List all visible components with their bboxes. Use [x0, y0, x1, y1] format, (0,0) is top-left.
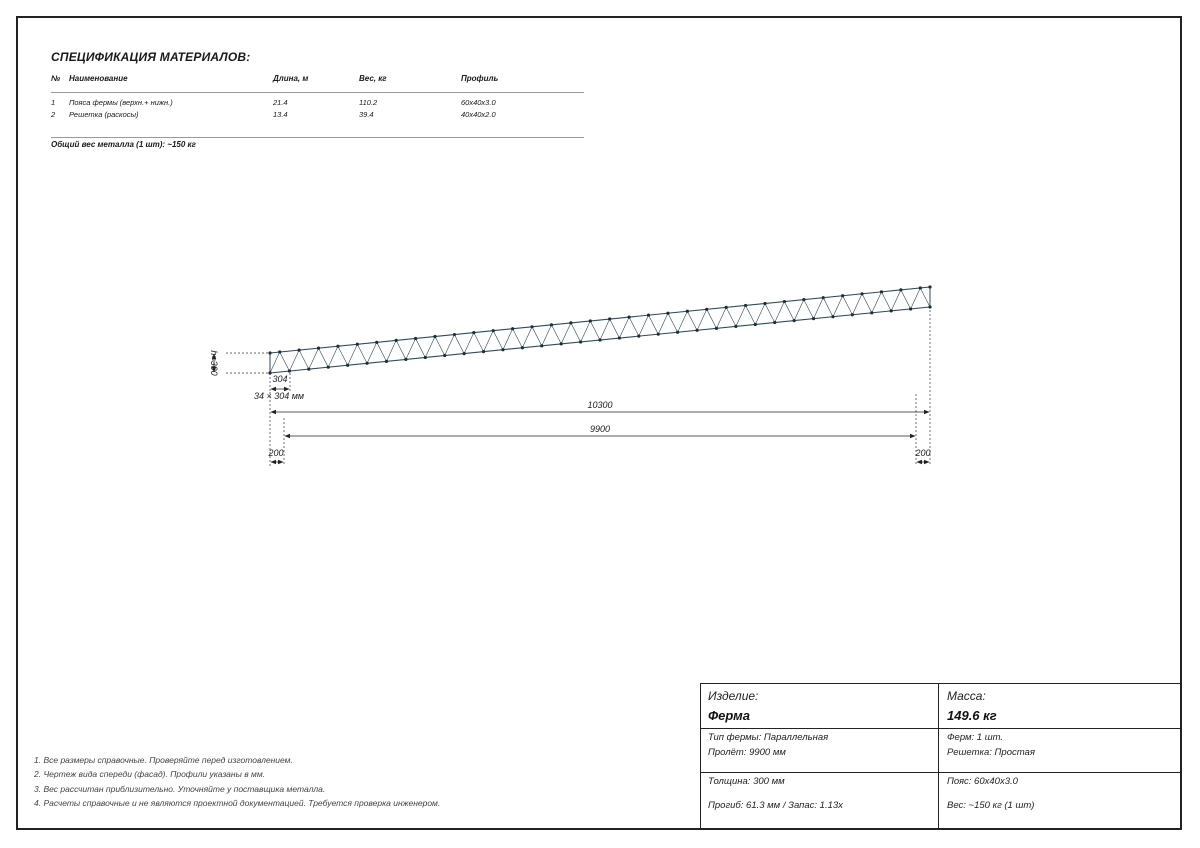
spec-total-weight: Общий вес металла (1 шт): ~150 кг	[51, 140, 196, 149]
truss-node	[880, 290, 883, 293]
diagonal-member	[649, 315, 659, 334]
truss-span: Пролёт: 9900 мм	[708, 747, 786, 758]
truss-node	[657, 333, 660, 336]
truss-node	[298, 348, 301, 351]
truss-node	[666, 312, 669, 315]
title-block	[700, 683, 1181, 829]
diagonal-member	[668, 313, 678, 332]
truss-node	[521, 346, 524, 349]
diagonal-member	[678, 311, 688, 332]
truss-node	[802, 298, 805, 301]
height-label: h=300	[209, 350, 219, 376]
truss-members	[270, 287, 930, 373]
truss-node	[783, 300, 786, 303]
dimension-extension-lines	[270, 306, 930, 466]
truss-node	[628, 315, 631, 318]
overall-dimension-label: 10300	[587, 400, 613, 410]
spec-cell-profile: 40x40x2.0	[461, 110, 496, 119]
truss-node	[569, 321, 572, 324]
truss-node	[725, 306, 728, 309]
diagonal-member	[319, 348, 329, 367]
span-dimension	[285, 424, 915, 436]
truss-node	[346, 364, 349, 367]
support-dimensions	[267, 448, 930, 462]
truss-node	[851, 313, 854, 316]
diagonal-member	[571, 323, 581, 342]
spec-cell-length: 21.4	[273, 98, 288, 107]
truss-node	[822, 296, 825, 299]
diagonal-member	[464, 333, 474, 354]
diagonal-member	[852, 294, 862, 315]
truss-node	[365, 362, 368, 365]
truss-node	[763, 302, 766, 305]
panel-dimension	[254, 369, 304, 401]
truss-count: Ферм: 1 шт.	[947, 732, 1004, 743]
diagonal-member	[901, 290, 911, 309]
diagonal-member	[639, 315, 649, 336]
spec-header-length: Длина, м	[273, 74, 309, 83]
truss-node	[647, 314, 650, 317]
spec-title: СПЕЦИФИКАЦИЯ МАТЕРИАЛОВ:	[51, 50, 251, 64]
diagonal-member	[881, 292, 891, 311]
truss-node	[734, 325, 737, 328]
support-right-label: 200	[915, 448, 931, 458]
diagonal-member	[823, 298, 833, 317]
diagonal-member	[270, 352, 280, 373]
truss-node	[676, 331, 679, 334]
title-block-divider	[938, 684, 939, 828]
truss-node	[812, 317, 815, 320]
lattice-type: Решетка: Простая	[947, 747, 1035, 758]
truss-node	[608, 317, 611, 320]
diagonal-member	[794, 300, 804, 321]
diagonal-member	[843, 296, 853, 315]
spec-cell-number: 2	[51, 110, 56, 119]
diagonal-member	[697, 309, 707, 330]
truss-node	[686, 310, 689, 313]
diagonal-member	[746, 305, 756, 324]
diagonal-member	[367, 342, 377, 363]
truss-node	[705, 308, 708, 311]
spec-cell-weight: 110.2	[359, 98, 378, 107]
truss-node	[482, 350, 485, 353]
title-block-divider	[701, 728, 1180, 729]
diagonal-member	[775, 302, 785, 323]
diagonal-member	[484, 331, 494, 352]
truss-node	[288, 369, 291, 372]
truss-node	[501, 348, 504, 351]
diagonal-member	[687, 311, 697, 330]
truss-node	[928, 285, 931, 288]
diagonal-member	[532, 327, 542, 346]
truss-node	[307, 368, 310, 371]
truss-node	[424, 356, 427, 359]
truss-node	[327, 366, 330, 369]
truss-node	[530, 325, 533, 328]
diagonal-member	[658, 313, 668, 334]
spec-cell-length: 13.4	[273, 110, 288, 119]
truss-node	[899, 288, 902, 291]
truss-node	[472, 331, 475, 334]
truss-node	[637, 335, 640, 338]
diagonal-member	[328, 346, 338, 367]
truss-node	[463, 352, 466, 355]
spec-cell-name: Пояса фермы (верхн.+ нижн.)	[69, 98, 173, 107]
truss-node	[598, 338, 601, 341]
truss-node	[695, 329, 698, 332]
spec-header-weight: Вес, кг	[359, 74, 387, 83]
diagonal-member	[513, 329, 523, 348]
spec-cell-name: Решетка (раскосы)	[69, 110, 139, 119]
truss-node	[579, 340, 582, 343]
diagonal-member	[765, 304, 775, 323]
diagonal-member	[309, 348, 319, 369]
truss-node	[793, 319, 796, 322]
truss-node	[550, 323, 553, 326]
diagonal-member	[600, 319, 610, 340]
truss-node	[560, 342, 563, 345]
spec-cell-weight: 39.4	[359, 110, 374, 119]
truss-node	[909, 307, 912, 310]
diagonal-member	[581, 321, 591, 342]
diagonal-member	[396, 340, 406, 359]
truss-deflection: Прогиб: 61.3 мм / Запас: 1.13х	[708, 800, 843, 811]
note-item: 1. Все размеры справочные. Проверяйте перед изготовлением.	[34, 755, 293, 765]
truss-node	[414, 337, 417, 340]
truss-node	[618, 336, 621, 339]
truss-node	[404, 358, 407, 361]
diagonal-member	[911, 288, 921, 309]
truss-node	[443, 354, 446, 357]
product-value: Ферма	[708, 708, 750, 723]
panel-note: 34 × 304 мм	[253, 391, 305, 401]
note-item: 2. Чертеж вида спереди (фасад). Профили указаны в мм.	[34, 769, 266, 780]
note-item: 4. Расчеты справочные и не являются проектной документацией. Требуется проверка инженером.	[34, 797, 441, 808]
diagonal-member	[610, 319, 620, 338]
general-notes	[34, 753, 440, 810]
truss-node	[317, 347, 320, 350]
diagonal-member	[338, 346, 348, 365]
truss-node	[870, 311, 873, 314]
diagonal-member	[920, 288, 930, 307]
diagonal-member	[542, 325, 552, 346]
span-dimension-label: 9900	[589, 424, 611, 434]
diagonal-member	[299, 350, 309, 369]
truss-node	[831, 315, 834, 318]
spec-header-name: Наименование	[69, 74, 128, 83]
diagonal-member	[435, 337, 445, 356]
truss-node	[385, 360, 388, 363]
truss-node	[773, 321, 776, 324]
height-dimension	[209, 350, 270, 375]
truss-node	[841, 294, 844, 297]
diagonal-member	[493, 331, 503, 350]
diagonal-member	[551, 325, 561, 344]
truss-node	[453, 333, 456, 336]
diagonal-member	[862, 294, 872, 313]
diagonal-member	[736, 305, 746, 326]
diagonal-member	[629, 317, 639, 336]
diagonal-member	[357, 344, 367, 363]
diagonal-member	[561, 323, 571, 344]
overall-dimension	[271, 400, 929, 412]
truss-node	[375, 341, 378, 344]
panel-label: 304	[272, 374, 288, 384]
diagonal-member	[707, 309, 717, 328]
diagonal-member	[522, 327, 532, 348]
mass-label: Масса:	[947, 689, 986, 703]
diagonal-member	[872, 292, 882, 313]
truss-node	[278, 350, 281, 353]
truss-node	[860, 292, 863, 295]
diagonal-member	[619, 317, 629, 338]
diagonal-member	[891, 290, 901, 311]
diagonal-member	[416, 338, 426, 357]
truss-thickness: Толщина: 300 мм	[708, 776, 785, 787]
spec-header-profile: Профиль	[461, 74, 499, 83]
truss-node	[715, 327, 718, 330]
truss-node	[919, 286, 922, 289]
diagonal-member	[833, 296, 843, 317]
diagonal-member	[726, 307, 736, 326]
top-chord	[270, 287, 930, 353]
spec-cell-number: 1	[51, 98, 56, 107]
diagonal-member	[804, 300, 814, 319]
diagonal-member	[755, 304, 765, 325]
truss-weight: Вес: ~150 кг (1 шт)	[947, 800, 1035, 811]
truss-node	[395, 339, 398, 342]
truss-node	[511, 327, 514, 330]
truss-node	[744, 304, 747, 307]
truss-node	[540, 344, 543, 347]
title-block-divider	[701, 772, 1180, 773]
diagonal-member	[377, 342, 387, 361]
diagonal-member	[474, 333, 484, 352]
diagonal-member	[814, 298, 824, 319]
diagonal-member	[590, 321, 600, 340]
diagonal-member	[280, 352, 290, 371]
diagonal-member	[445, 335, 455, 356]
truss-node	[433, 335, 436, 338]
truss-node	[890, 309, 893, 312]
mass-value: 149.6 кг	[947, 708, 997, 723]
diagonal-member	[289, 350, 299, 371]
truss-node	[492, 329, 495, 332]
chord-profile: Пояс: 60x40x3.0	[947, 776, 1018, 787]
diagonal-member	[784, 302, 794, 321]
truss-node	[754, 323, 757, 326]
note-item: 3. Вес рассчитан приблизительно. Уточняйте у поставщика металла.	[34, 783, 326, 794]
diagonal-member	[348, 344, 358, 365]
truss-node	[589, 319, 592, 322]
diagonal-member	[386, 340, 396, 361]
diagonal-member	[454, 335, 464, 354]
diagonal-member	[716, 307, 726, 328]
truss-node	[356, 343, 359, 346]
diagonal-member	[425, 337, 435, 358]
truss-type: Тип фермы: Параллельная	[708, 732, 829, 743]
diagonal-member	[503, 329, 513, 350]
diagonal-member	[406, 338, 416, 359]
spec-cell-profile: 60x40x3.0	[461, 98, 496, 107]
spec-header-number: №	[51, 74, 61, 83]
support-left-label: 200	[268, 448, 284, 458]
truss-node	[336, 345, 339, 348]
product-label: Изделие:	[708, 689, 759, 703]
